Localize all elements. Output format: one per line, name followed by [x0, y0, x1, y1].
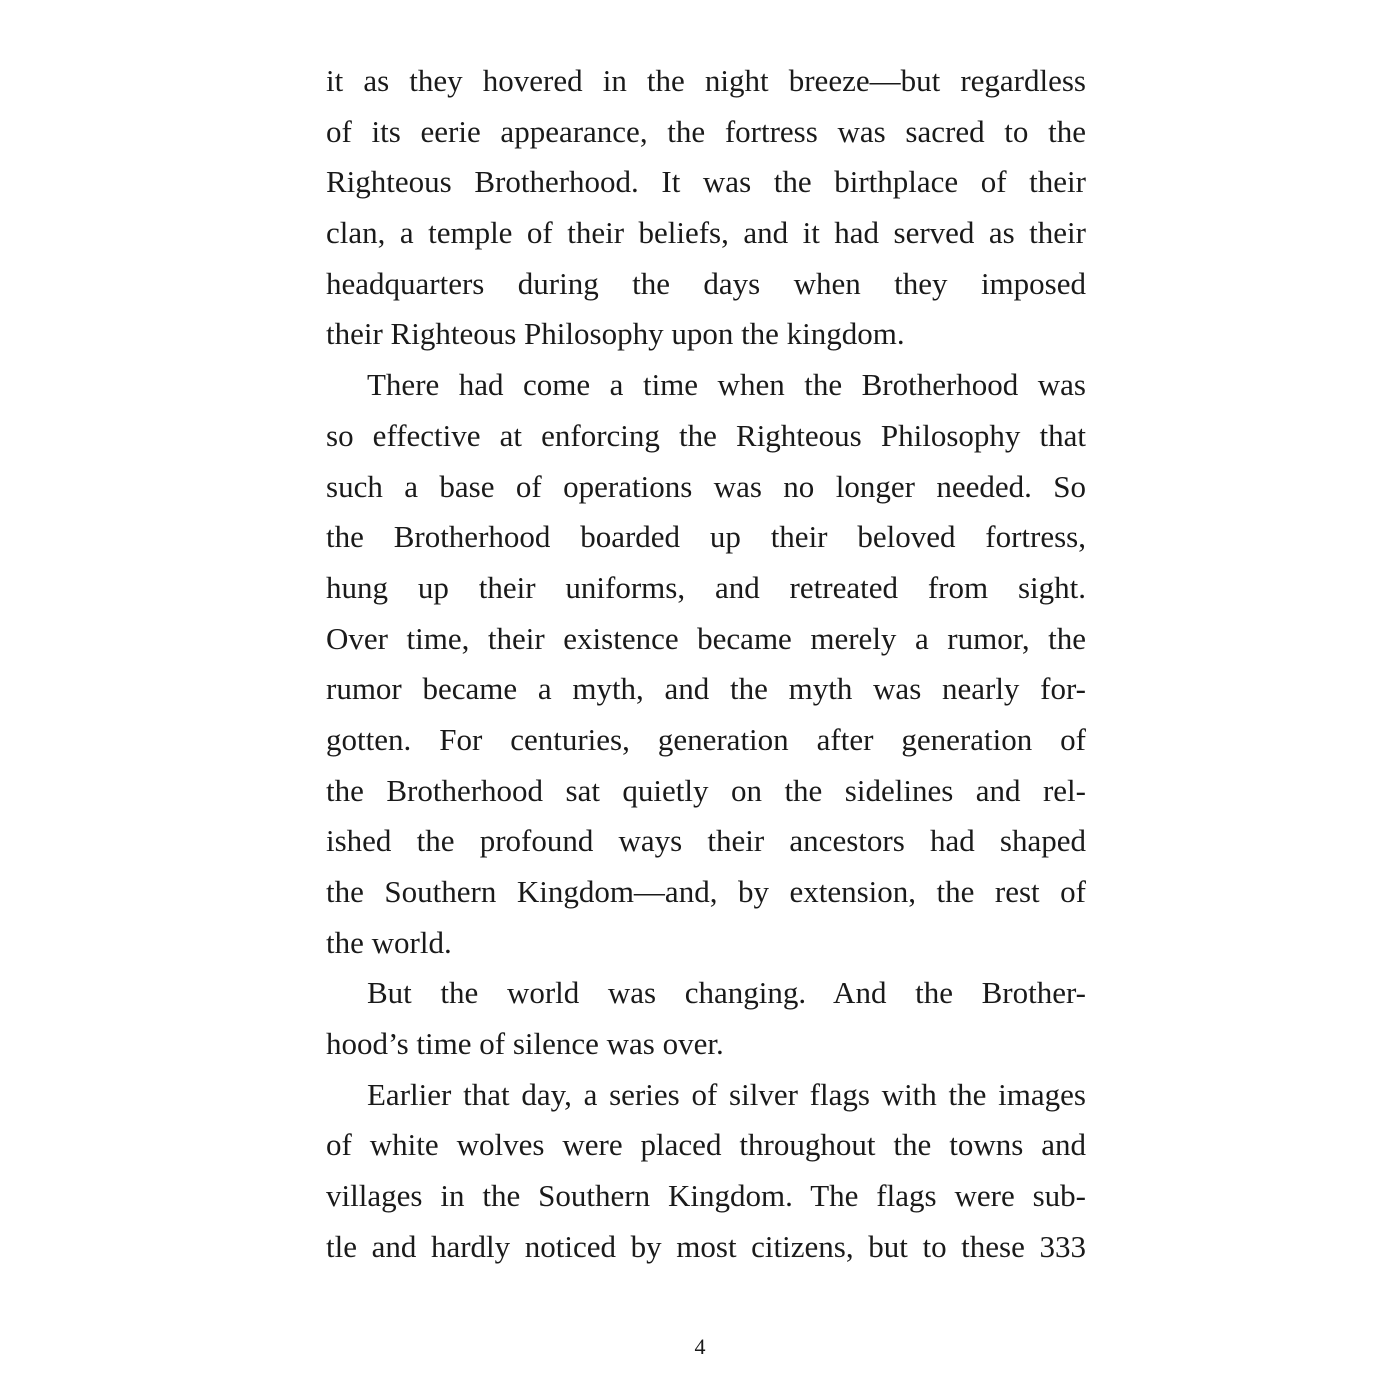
text-line: of white wolves were placed throughout the towns and — [326, 1127, 1086, 1163]
text-line: Earlier that day, a series of silver flags with the images — [367, 1076, 1086, 1112]
text-line: it as they hovered in the night breeze—but regardless — [326, 63, 1086, 98]
text-line: their Righteous Philosophy upon the kingdom. — [326, 316, 905, 352]
text-line: But the world was changing. And the Brother- — [367, 975, 1086, 1011]
text-line: the world. — [326, 924, 452, 960]
text-line: the Southern Kingdom—and, by extension, the rest of — [326, 874, 1086, 909]
text-line: clan, a temple of their beliefs, and it had served as their — [326, 215, 1086, 251]
text-line: tle and hardly noticed by most citizens, but to these 333 — [326, 1228, 1086, 1264]
text-line: Righteous Brotherhood. It was the birthplace of their — [326, 164, 1086, 200]
text-line: gotten. For centuries, generation after generation of — [326, 721, 1086, 757]
text-line: There had come a time when the Brotherhood was — [367, 367, 1086, 403]
text-line: the Brotherhood sat quietly on the sidelines and rel- — [326, 772, 1086, 808]
text-line: Over time, their existence became merely a rumor, the — [326, 620, 1086, 656]
text-line: of its eerie appearance, the fortress was sacred to the — [326, 113, 1086, 149]
text-line: headquarters during the days when they imposed — [326, 265, 1086, 301]
text-line: such a base of operations was no longer needed. So — [326, 468, 1086, 504]
text-line: hung up their uniforms, and retreated from sight. — [326, 569, 1086, 605]
body-text — [326, 56, 1086, 1273]
text-line: ished the profound ways their ancestors had shaped — [326, 823, 1086, 859]
text-line: so effective at enforcing the Righteous Philosophy that — [326, 417, 1086, 453]
text-line: rumor became a myth, and the myth was nearly for- — [326, 671, 1086, 707]
page-number: 4 — [694, 1334, 706, 1359]
text-line: the Brotherhood boarded up their beloved fortress, — [326, 519, 1086, 555]
text-line: hood’s time of silence was over. — [326, 1026, 724, 1062]
text-line: villages in the Southern Kingdom. The flags were sub- — [326, 1178, 1086, 1214]
